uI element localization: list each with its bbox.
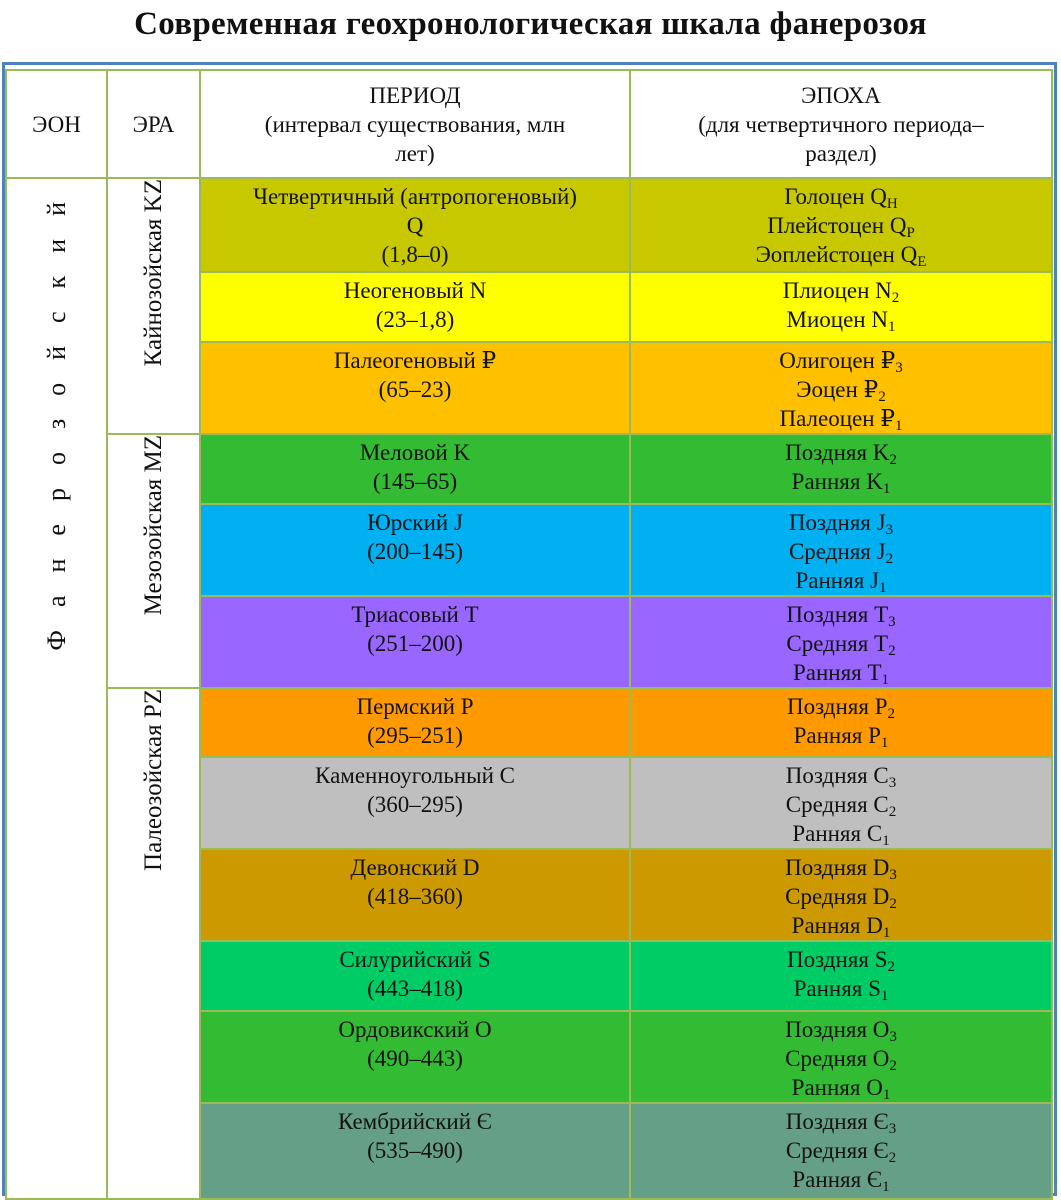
epoch-index: 1 bbox=[882, 925, 891, 941]
period-row bbox=[6, 178, 1052, 272]
period-name: Каменноугольный C bbox=[315, 763, 515, 788]
period-interval: (65–23) bbox=[378, 377, 452, 402]
epoch-name: Плейстоцен Q bbox=[767, 213, 907, 238]
epoch-item bbox=[631, 692, 1051, 721]
epoch-name: Ранняя S bbox=[793, 976, 881, 1001]
epoch-index: 1 bbox=[882, 1179, 890, 1195]
era-cell-pz bbox=[107, 688, 200, 1199]
epoch-item bbox=[631, 853, 1051, 882]
period-interval: (145–65) bbox=[372, 469, 458, 494]
epoch-item bbox=[631, 537, 1051, 566]
epoch-name: Голоцен Q bbox=[784, 184, 887, 209]
page-title: Современная геохронологическая шкала фанерозоя bbox=[134, 6, 927, 42]
epoch-name: Ранняя D bbox=[791, 913, 883, 938]
epoch-name: Ранняя O bbox=[791, 1075, 883, 1100]
period-name: Неогеновый N bbox=[343, 278, 487, 303]
period-row bbox=[6, 434, 1052, 504]
epoch-item bbox=[631, 240, 1051, 269]
epoch-index: P bbox=[906, 225, 915, 241]
header-period bbox=[200, 70, 630, 178]
era-cell-mz bbox=[107, 434, 200, 688]
epoch-cell bbox=[630, 596, 1052, 688]
epoch-cell bbox=[630, 941, 1052, 1011]
epoch-name: Ранняя T bbox=[792, 660, 882, 685]
epoch-name: Поздняя Є bbox=[785, 1109, 889, 1134]
epoch-index: 3 bbox=[888, 614, 896, 630]
epoch-index: 2 bbox=[888, 643, 896, 659]
eon-cell bbox=[6, 178, 107, 1199]
epoch-item bbox=[631, 211, 1051, 240]
epoch-index: 2 bbox=[887, 959, 895, 975]
epoch-index: H bbox=[886, 196, 898, 212]
epoch-name: Средняя Є bbox=[785, 1138, 889, 1163]
epoch-item bbox=[631, 974, 1051, 1003]
period-name: Пермский P bbox=[356, 694, 474, 719]
era-cell-kz bbox=[107, 178, 200, 434]
period-name: Ордовикский O bbox=[338, 1017, 492, 1042]
epoch-item bbox=[631, 276, 1051, 305]
header-eon: ЭОН bbox=[6, 70, 107, 178]
header-epoch bbox=[630, 70, 1052, 178]
epoch-index: 1 bbox=[882, 481, 891, 497]
epoch-index: 1 bbox=[878, 580, 887, 596]
epoch-index: 1 bbox=[894, 418, 903, 434]
header-period-line: (интервал существования, млн bbox=[264, 111, 566, 137]
epoch-item bbox=[631, 721, 1051, 750]
period-cell bbox=[200, 757, 630, 849]
period-interval: (200–145) bbox=[367, 539, 463, 564]
epoch-index: 3 bbox=[889, 1029, 897, 1045]
period-interval: (535–490) bbox=[367, 1138, 463, 1163]
epoch-item bbox=[631, 911, 1051, 940]
epoch-cell bbox=[630, 342, 1052, 434]
period-cell bbox=[200, 504, 630, 596]
epoch-index: 2 bbox=[887, 706, 895, 722]
epoch-index: 2 bbox=[889, 1058, 897, 1074]
period-name: Юрский J bbox=[367, 510, 463, 535]
epoch-index: 2 bbox=[889, 452, 897, 468]
epoch-index: 2 bbox=[888, 804, 897, 820]
epoch-item bbox=[631, 346, 1051, 375]
epoch-index: 2 bbox=[878, 389, 886, 405]
epoch-name: Поздняя K bbox=[785, 440, 890, 465]
epoch-index: 3 bbox=[895, 360, 903, 376]
epoch-item bbox=[631, 305, 1051, 334]
epoch-item bbox=[631, 629, 1051, 658]
geochronological-table bbox=[5, 69, 1053, 1200]
period-symbol: Q bbox=[406, 213, 424, 238]
epoch-item bbox=[631, 182, 1051, 211]
period-name: Девонский D bbox=[350, 855, 480, 880]
period-name: Кембрийский Є bbox=[338, 1109, 492, 1134]
epoch-index: 2 bbox=[891, 290, 900, 306]
epoch-name: Палеоцен ₽ bbox=[779, 406, 895, 431]
header-epoch-line: раздел) bbox=[805, 140, 877, 166]
epoch-name: Ранняя Є bbox=[792, 1167, 883, 1192]
epoch-name: Средняя O bbox=[785, 1046, 890, 1071]
epoch-index: 1 bbox=[882, 1087, 891, 1103]
epoch-name: Плиоцен N bbox=[782, 278, 892, 303]
epoch-name: Средняя T bbox=[786, 631, 889, 656]
period-interval: (1,8–0) bbox=[381, 242, 449, 267]
epoch-item bbox=[631, 819, 1051, 848]
period-cell bbox=[200, 434, 630, 504]
epoch-item bbox=[631, 882, 1051, 911]
epoch-item bbox=[631, 404, 1051, 433]
period-interval: (295–251) bbox=[367, 723, 463, 748]
epoch-item bbox=[631, 761, 1051, 790]
era-label: Палеозойская PZ bbox=[140, 689, 167, 871]
epoch-item bbox=[631, 566, 1051, 595]
epoch-name: Ранняя J bbox=[795, 568, 879, 593]
header-epoch-line: ЭПОХА bbox=[801, 82, 881, 108]
epoch-cell bbox=[630, 688, 1052, 757]
era-label: Мезозойская MZ bbox=[140, 435, 167, 616]
epoch-index: 2 bbox=[885, 551, 894, 567]
epoch-name: Поздняя D bbox=[785, 855, 890, 880]
period-cell bbox=[200, 342, 630, 434]
epoch-item bbox=[631, 1136, 1051, 1165]
period-interval: (418–360) bbox=[367, 884, 463, 909]
epoch-item bbox=[631, 945, 1051, 974]
epoch-name: Ранняя K bbox=[791, 469, 883, 494]
epoch-cell bbox=[630, 757, 1052, 849]
period-cell bbox=[200, 272, 630, 342]
epoch-name: Эоцен ₽ bbox=[796, 377, 879, 402]
header-row bbox=[6, 70, 1052, 178]
epoch-index: 3 bbox=[889, 867, 897, 883]
epoch-item bbox=[631, 790, 1051, 819]
epoch-item bbox=[631, 1107, 1051, 1136]
epoch-name: Поздняя C bbox=[785, 763, 889, 788]
epoch-index: 3 bbox=[888, 1121, 897, 1137]
period-interval: (251–200) bbox=[367, 631, 463, 656]
header-epoch-line: (для четвертичного периода– bbox=[698, 111, 984, 137]
epoch-item bbox=[631, 508, 1051, 537]
epoch-item bbox=[631, 467, 1051, 496]
epoch-index: 3 bbox=[885, 522, 894, 538]
epoch-name: Средняя D bbox=[785, 884, 890, 909]
epoch-item bbox=[631, 600, 1051, 629]
epoch-item bbox=[631, 1015, 1051, 1044]
period-interval: (443–418) bbox=[367, 976, 463, 1001]
period-interval: (360–295) bbox=[367, 792, 463, 817]
epoch-index: 2 bbox=[889, 896, 897, 912]
period-cell bbox=[200, 941, 630, 1011]
epoch-name: Поздняя P bbox=[787, 694, 888, 719]
period-cell bbox=[200, 688, 630, 757]
epoch-item bbox=[631, 1044, 1051, 1073]
epoch-cell bbox=[630, 272, 1052, 342]
epoch-item bbox=[631, 1165, 1051, 1194]
period-name: Триасовый T bbox=[351, 602, 479, 627]
period-name: Палеогеновый ₽ bbox=[333, 348, 497, 373]
epoch-index: 1 bbox=[880, 735, 889, 751]
epoch-index: 1 bbox=[881, 672, 890, 688]
era-label: Кайнозойская KZ bbox=[140, 179, 167, 367]
epoch-index: 1 bbox=[882, 833, 890, 849]
period-cell bbox=[200, 596, 630, 688]
period-interval: (23–1,8) bbox=[375, 307, 455, 332]
epoch-name: Средняя C bbox=[785, 792, 889, 817]
epoch-index: E bbox=[917, 254, 927, 270]
header-era: ЭРА bbox=[107, 70, 200, 178]
header-period-line: лет) bbox=[395, 140, 435, 166]
epoch-name: Ранняя C bbox=[792, 821, 883, 846]
epoch-cell bbox=[630, 849, 1052, 941]
epoch-index: 1 bbox=[880, 988, 889, 1004]
eon-label: Фанерозойский bbox=[42, 179, 71, 651]
epoch-index: 1 bbox=[887, 319, 896, 335]
period-interval: (490–443) bbox=[367, 1046, 463, 1071]
period-name: Силурийский S bbox=[339, 947, 491, 972]
period-cell bbox=[200, 178, 630, 272]
epoch-name: Олигоцен ₽ bbox=[779, 348, 896, 373]
epoch-index: 3 bbox=[888, 775, 897, 791]
epoch-name: Поздняя T bbox=[786, 602, 889, 627]
epoch-name: Миоцен N bbox=[786, 307, 888, 332]
epoch-name: Поздняя O bbox=[785, 1017, 890, 1042]
period-cell bbox=[200, 849, 630, 941]
epoch-cell bbox=[630, 1103, 1052, 1199]
epoch-name: Ранняя P bbox=[793, 723, 881, 748]
epoch-cell bbox=[630, 434, 1052, 504]
period-name: Меловой K bbox=[359, 440, 471, 465]
epoch-cell bbox=[630, 1011, 1052, 1103]
epoch-name: Эоплейстоцен Q bbox=[755, 242, 918, 267]
period-cell bbox=[200, 1103, 630, 1199]
epoch-name: Средняя J bbox=[788, 539, 886, 564]
epoch-item bbox=[631, 375, 1051, 404]
period-cell bbox=[200, 1011, 630, 1103]
epoch-item bbox=[631, 1073, 1051, 1102]
epoch-index: 2 bbox=[888, 1150, 897, 1166]
period-name: Четвертичный (антропогеновый) bbox=[253, 184, 577, 209]
epoch-item bbox=[631, 438, 1051, 467]
period-row bbox=[6, 688, 1052, 757]
epoch-cell bbox=[630, 178, 1052, 272]
epoch-name: Поздняя S bbox=[787, 947, 888, 972]
epoch-cell bbox=[630, 504, 1052, 596]
header-period-line: ПЕРИОД bbox=[369, 82, 461, 108]
epoch-item bbox=[631, 658, 1051, 687]
epoch-name: Поздняя J bbox=[788, 510, 886, 535]
